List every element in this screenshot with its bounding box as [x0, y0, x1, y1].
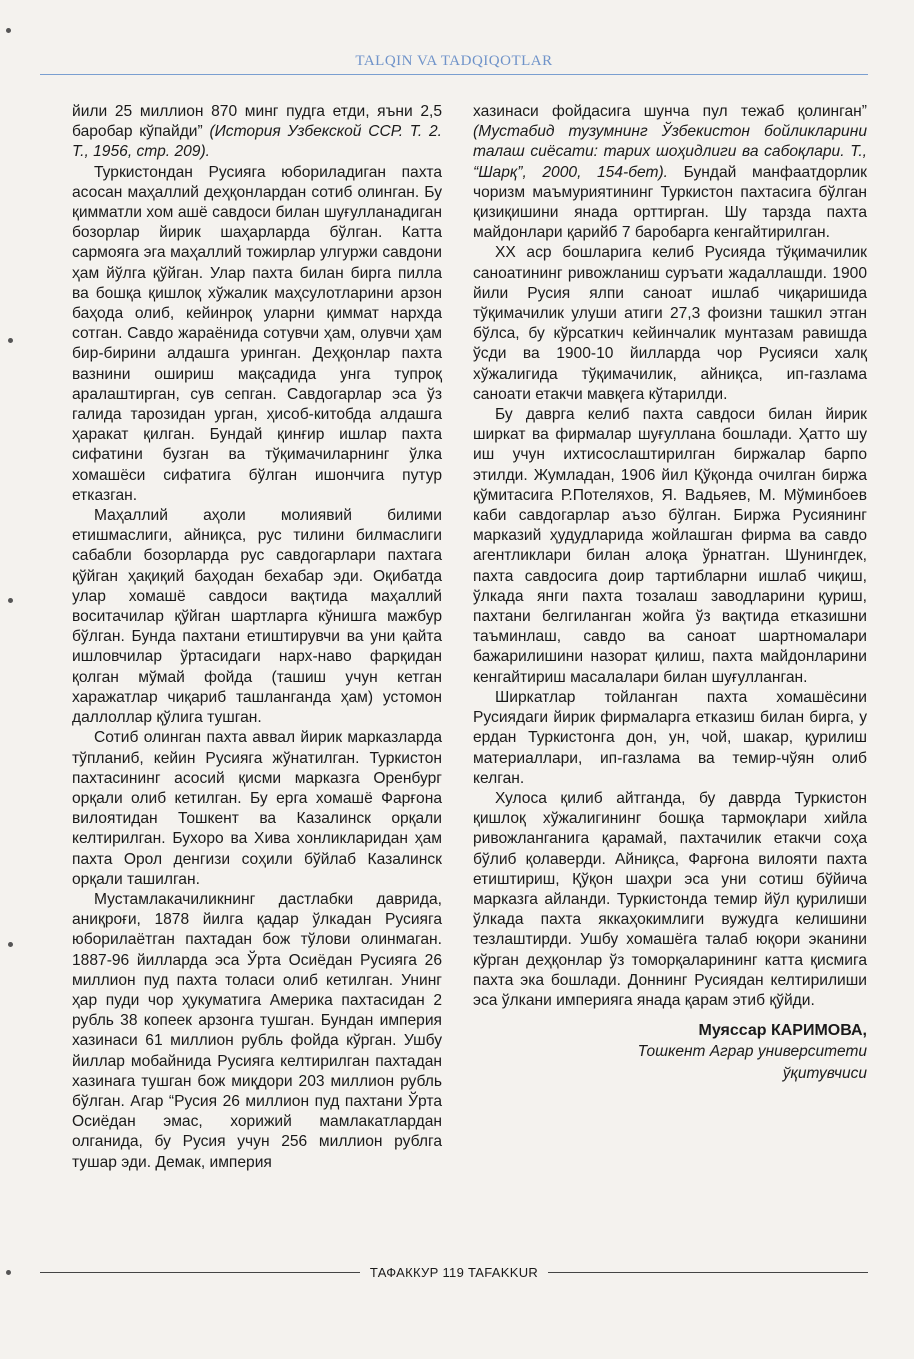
page-footer [40, 1262, 868, 1282]
paragraph: Бу даврга келиб пахта савдоси билан йирик ширкат ва фирмалар шуғуллана бошлади. Ҳатто шу иш учун ихтисослаштирилган биржалар барпо этилди. Жумладан, 1906 йил Қўқонда очилган биржа қўмитасига Р.Потеляхов, Я. Вадьяев, М. Мўминбоев каби савдогарлар аъзо бўлган. Биржа Русиянинг марказий ҳудудларида жойлашган фирма ва савдо агентликлари билан алоқа ўрнатган. Шунингдек, пахта савдосига доир тартибларни ишлаб чиқиш, ўлкада янги пахта тозалаш заводларини қуриш, пахтани белгиланган жойга ўз вақтида етказишни таъминлаш, савдо ва саноат шартномалари бажарилишини назорат қилиш, пахта майдонларини кенгайтириш масалалари билан шуғулланган. [473, 406, 867, 686]
paragraph: Мустамлакачиликнинг дастлабки даврида, аниқроғи, 1878 йилга қадар ўлкадан Русияга юборилаётган пахтадан бож тўлови олинмаган. 1887-96 йилларда эса Ўрта Осиёдан Русияга 26 миллион пуд пахта толаси олиб кетилган. Унинг ҳар пуди чор ҳукуматига Америка пахтасидан 2 рубль 38 копеек арзонга тушган. Бундан империя хазинаси 61 миллион рубль фойда кўрган. Ушбу йиллар мобайнида Русияга келтирилган пахтадан хазинага тушган бож миқдори 203 миллион рубль бўлган. Агар “Русия 26 миллион пуд пахтани Ўрта Осиёдан эмас, хорижий мамлакатлардан олганида, бу Русия учун 256 миллион рублга тушар эди. Демак, империя [72, 890, 442, 1171]
author-signature [473, 1021, 867, 1085]
paragraph-text: йили 25 миллион 870 минг пудга етди, яъни 2,5 баробар кўпайди” [72, 103, 442, 141]
paragraph: Хулоса қилиб айтганда, бу даврда Туркистон қишлоқ хўжалигининг бошқа тармоқлари хийла ривожланганига қарамай, пахтачилик етакчи соҳа бўлиб қолаверди. Айниқса, Фарғона вилояти пахта етиштириш, Қўқон шаҳри эса уни сотиш бўйича марказга айланди. Туркистонда темир йўл қурилиши ўлкада пахта яккаҳокимлиги вужудга келишини тезлаштирди. Ушбу хомашёга талаб юқори эканини кўрган деҳқонлар ўз томорқаларининг катта қисмига пахта эка бошлади. Доннинг Русиядан келтирилиши эса ўлкани империяга янада қарам этиб қўйди. [473, 789, 867, 1009]
footer-rule-right [548, 1272, 868, 1273]
paragraph-text: хазинаси фойдасига шунча пул тежаб қолинган” [473, 103, 867, 120]
left-column [72, 102, 442, 1173]
binding-hole-mark [8, 942, 13, 947]
binding-hole-mark [6, 28, 11, 33]
author-comma: , [862, 1022, 867, 1040]
binding-hole-mark [6, 1270, 11, 1275]
binding-hole-mark [8, 598, 13, 603]
running-header [40, 50, 868, 75]
author-last-name: КАРИМОВА [770, 1022, 863, 1040]
paragraph: Ширкатлар тойланган пахта хомашёсини Русиядаги йирик фирмаларга етказиш билан бирга, у ердан Туркистонга дон, ун, чой, шакар, қурилиш материаллари, ип-газлама ва темир-чўян олиб келган. [473, 688, 867, 787]
citation: (Мустабид тузумнинг Ўзбекистон бойликларини талаш сиёсати: тарих шоҳидлиги ва сабоқлари. Т., “Шарқ”, 2000, 154-бет). [473, 123, 867, 181]
paragraph: Маҳаллий аҳоли молиявий билими етишмаслиги, айниқса, рус тилини билмаслиги сабабли бозорларда рус савдогарлари пахтага қўйган ҳақиқий баҳодан бехабар эди. Оқибатда улар хомашё савдоси вақтида маҳаллий воситачилар қўйган шартларга кўнишга мажбур бўлган. Бунда пахтани етиштирувчи ва уни қайта ишловчилар ўртасидаги нарх-наво фарқидан қолган мўмай фойда (ташиш учун кетган харажатлар чиқариб ташланганда ҳам) устомон даллоллар қўлига тушган. [72, 507, 442, 727]
author-affiliation: Тошкент Аграр университети [637, 1043, 867, 1061]
paragraph [473, 102, 867, 243]
right-column [473, 102, 867, 1085]
footer-text: ТАФАККУР 119 TAFAKKUR [369, 1264, 539, 1280]
running-header-title: TALQIN VA TADQIQOTLAR [355, 53, 553, 69]
paragraph: Туркистондан Русияга юбориладиган пахта асосан маҳаллий деҳқонлардан сотиб олинган. Бу қимматли хом ашё савдоси билан шуғулланадиган бозорлар йирик шаҳарларда бўлган. Катта сармояга эга маҳаллий тожирлар улгуржи савдони ҳам йўлга қўйган. Улар пахта билан бирга пилла ва бошқа қишлоқ хўжалик маҳсулотларини арзон баҳода олиб, кейинроқ уларни қиммат нархда сотган. Савдо жараёнида сотувчи ҳам, олувчи ҳам бир-бирини алдашга уринган. Деҳқонлар пахта вазнини ошириш мақсадида унга тупроқ аралаштирган, сув сепган. Савдогарлар эса ўз галида тарозидан урган, ҳисоб-китобда алдашга ҳаракат қилган. Бундай қинғир ишлар пахта сифатини бузган ва тўқимачиларнинг ўлка хомашёси сифатига бўлган ишончига путур етказган. [72, 163, 442, 504]
paragraph: XX аср бошларига келиб Русияда тўқимачилик саноатининг ривожланиш суръати жадаллашди. 1900 йили Русия ялпи саноат ишлаб чиқаришида тўқимачилик улуши атиги 27,3 фоизни ташкил этган бўлса, бу кўрсаткич кейинчалик мунтазам равишда ўсди ва 1900-10 йилларда чор Русияси халқ хўжалигида тўқимачилик, айниқса, ип-газлама саноати етакчи мавқега кўтарилди. [473, 244, 867, 403]
paragraph [72, 102, 442, 163]
author-name [473, 1021, 867, 1041]
footer-rule-left [40, 1272, 360, 1273]
author-first-name: Муяссар [698, 1022, 771, 1040]
binding-hole-mark [8, 338, 13, 343]
citation: (История Узбекской ССР. Т. 2. Т., 1956, стр. 209). [72, 123, 442, 161]
author-position: ўқитувчиси [782, 1065, 867, 1083]
paragraph-text: Бундай манфаатдорлик чоризм маъмуриятининг Туркистон пахтасига бўлган қизиқишини янада орттирган. Шу тарзда пахта майдонлари қарийб 7 баробарга кенгайтирилган. [473, 163, 867, 242]
paragraph: Сотиб олинган пахта аввал йирик марказларда тўпланиб, кейин Русияга жўнатилган. Туркистон пахтасининг асосий қисми марказга Оренбург орқали олиб кетилган. Бу ерга хомашё Фарғона вилоятидан Тошкент ва Казалинск орқали келтирилган. Бухоро ва Хива хонликларидан ҳам пахта Орол денгизи соҳили бўйлаб Казалинск орқали ташилган. [72, 729, 442, 888]
